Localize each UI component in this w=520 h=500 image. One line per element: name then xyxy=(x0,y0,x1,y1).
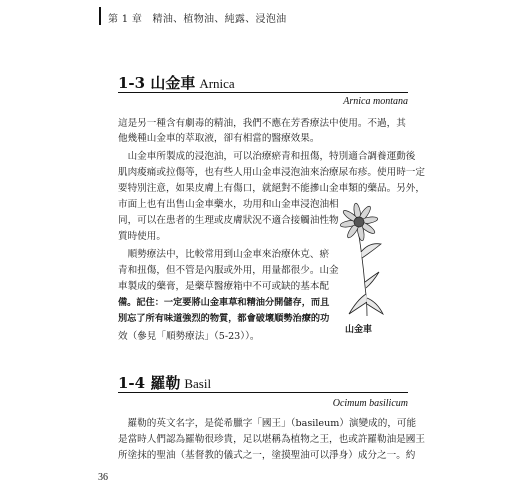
flower-head xyxy=(340,203,378,241)
paragraph-line: 質時使用。 xyxy=(118,231,166,242)
section-title-arnica xyxy=(118,72,235,93)
running-head: 第 1 章 精油、植物油、純露、浸泡油 xyxy=(108,14,287,25)
section-rule xyxy=(118,392,408,393)
leaf xyxy=(361,244,381,258)
paragraph-line: 他幾種山金車的萃取液，卻有相當的醫療效果。 xyxy=(118,133,320,144)
paragraph-line: 市面上也有出售山金車藥水，功用和山金車浸泡油相 xyxy=(118,199,339,210)
paragraph-line: 順勢療法中，比較常用到山金車來治療休克、瘀 xyxy=(118,249,330,260)
paragraph-line: 羅勒的英文名字，是從希臘字「國王」（basileum）演變成的，可能 xyxy=(118,418,417,429)
running-head-bar xyxy=(99,7,101,25)
page-number: 36 xyxy=(98,472,108,483)
paragraph-line: 是當時人們認為羅勒很珍貴，足以堪稱為植物之王，也或許羅勒油是國王 xyxy=(118,434,425,445)
paragraph-line: 別忘了所有味道強烈的物質，都會破壞順勢治療的功 xyxy=(118,313,330,324)
paragraph-line: 所塗抹的聖油（基督教的儀式之一，塗摸聖油可以淨身）成分之一。約 xyxy=(118,450,416,461)
leaf xyxy=(365,272,379,288)
paragraph-line: 車製成的藥膏，是藥草醫療箱中不可或缺的基本配 xyxy=(118,281,330,292)
leaf xyxy=(367,298,383,314)
leaf xyxy=(349,294,367,314)
scientific-name: Ocimum basilicum xyxy=(332,398,408,409)
paragraph-line: 山金車所製成的浸泡油，可以治療瘀青和扭傷，特別適合調養運動後 xyxy=(118,151,416,162)
section-number-title: 1-4 羅勒 xyxy=(118,374,181,392)
section-rule xyxy=(118,92,408,93)
paragraph-line: 這是另一種含有劇毒的精油，我們不應在芳香療法中使用。不過，其 xyxy=(118,118,406,129)
paragraph-line: 青和扭傷，但不管是內服或外用，用量都很少。山金 xyxy=(118,265,339,276)
section-title-basil xyxy=(118,372,211,393)
section-latin-name: Basil xyxy=(184,376,212,391)
scientific-name: Arnica montana xyxy=(343,96,408,107)
paragraph-line: 同，可以在患者的生理或皮膚狀況不適合接觸油性物 xyxy=(118,215,339,226)
section-latin-name: Arnica xyxy=(199,76,235,91)
arnica-flower-illustration xyxy=(335,202,395,318)
paragraph-line: 要特別注意，如果皮膚上有傷口，就絕對不能摻山金車類的藥品。另外， xyxy=(118,183,425,194)
section-number-title: 1-3 山金車 xyxy=(118,74,196,92)
paragraph-line: 效（參見「順勢療法」（5-23））。 xyxy=(118,331,260,342)
paragraph-line: 肌肉痠痛或拉傷等，也有些人用山金車浸泡油來治療尿布疹。使用時一定 xyxy=(118,167,425,178)
illustration-caption: 山金車 xyxy=(345,325,373,335)
paragraph-line: 備。記住：一定要將山金車草和精油分開儲存，而且 xyxy=(118,297,330,308)
